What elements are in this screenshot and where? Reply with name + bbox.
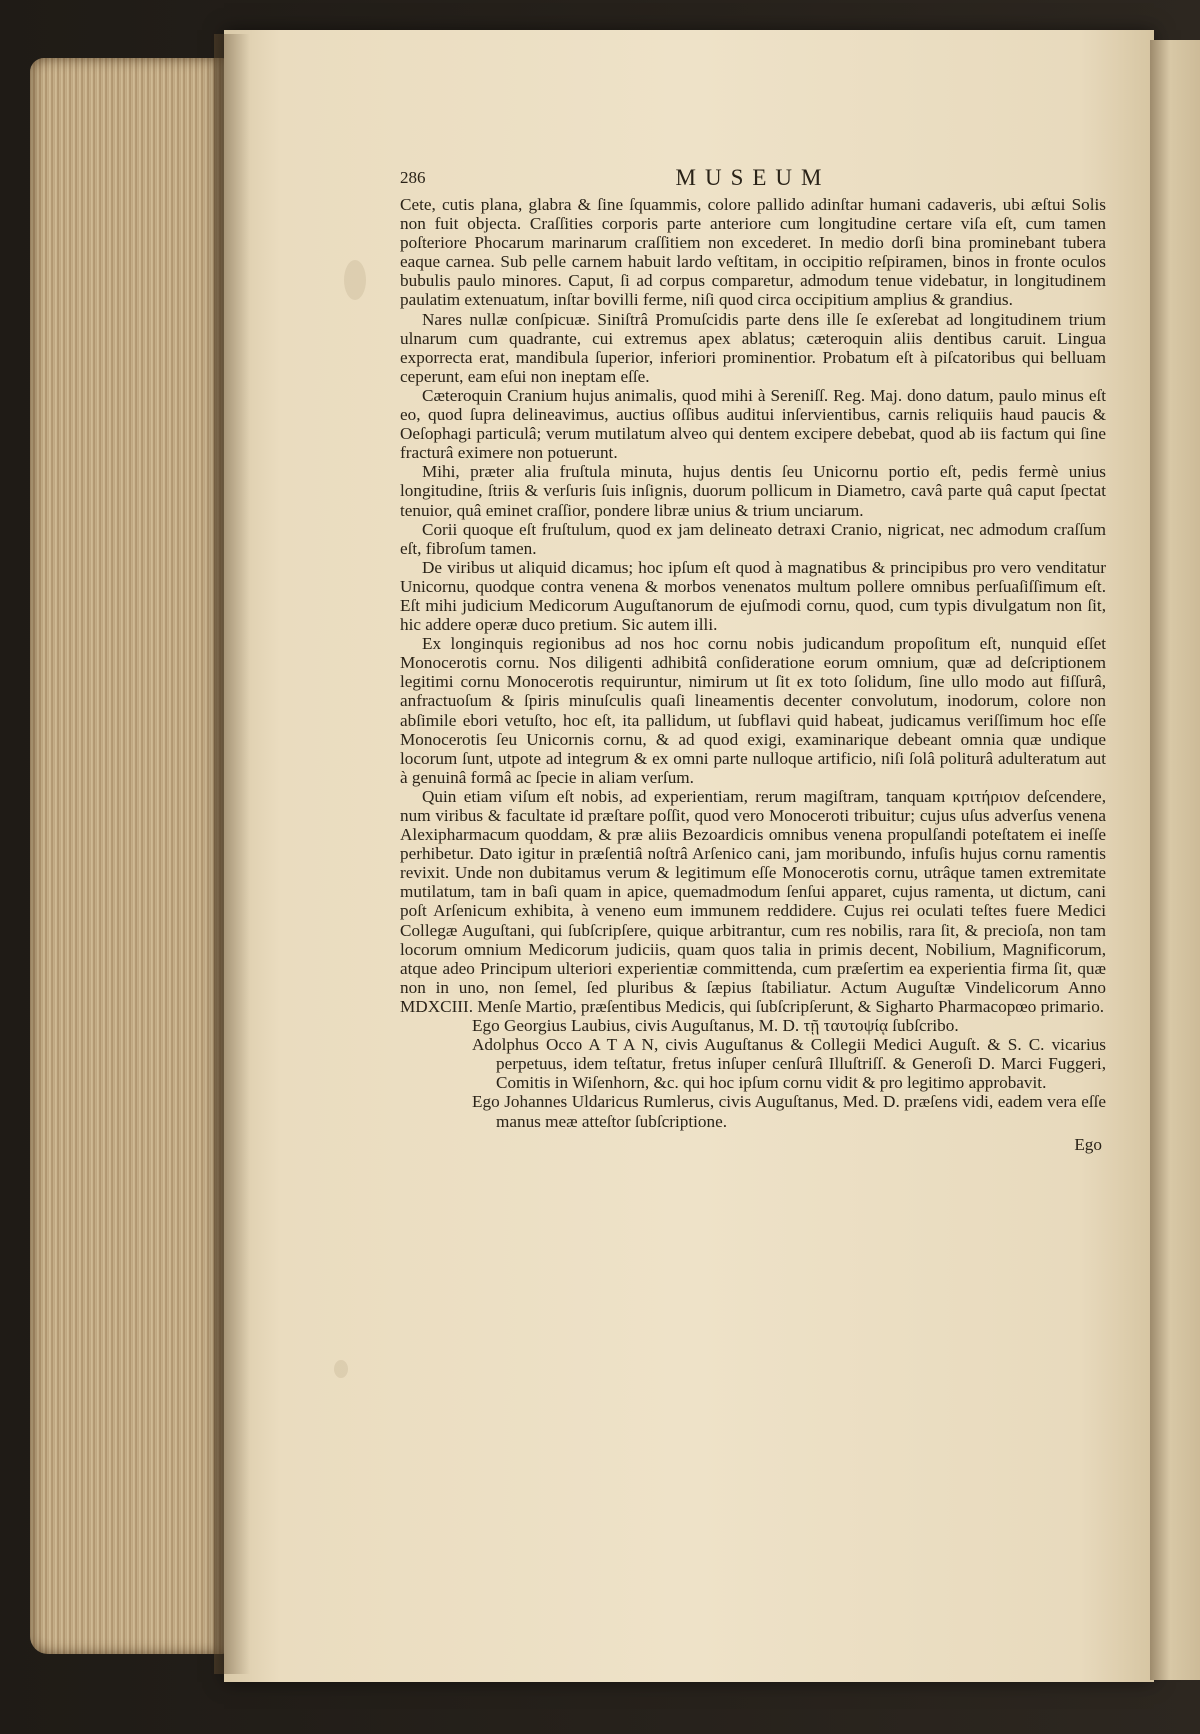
book-page-edges (30, 58, 226, 1654)
page-header (400, 165, 1106, 192)
running-title: MUSEUM (675, 165, 831, 190)
signature: Adolphus Occo A T A N, civis Auguſtanus & Collegii Medici Auguſt. & S. C. vicarius perpetuus, idem teſtatur, fretus inſuper cenſurâ Illuſtriſſ. & Generoſi D. Marci Fuggeri, Comitis in Wiſenhorn, &c. qui hoc ipſum cornu vidit & pro legitimo approbavit. (472, 1035, 1106, 1093)
page-stain (344, 260, 366, 300)
paragraph: Mihi, præter alia fruſtula minuta, hujus dentis ſeu Unicornu portio eſt, pedis fermè unius longitudine, ſtriis & verſuris ſuis inſignis, duorum pollicum in Diametro, cavâ parte quâ caput ſpectat tenuior, quâ eminet craſſior, pondere libræ unius & trium unciarum. (400, 462, 1106, 520)
paragraph: Quin etiam viſum eſt nobis, ad experientiam, rerum magiſtram, tanquam κριτήριον deſcendere, num viribus & facultate id præſtare poſſit, quod vero Monoceroti tribuitur; cujus uſus adverſus venena Alexipharmacum quoddam, & præ aliis Bezoardicis omnibus venena propulſandi poteſtatem ei ineſſe perhibetur. Dato igitur in præſentiâ noſtrâ Arſenico cani, jam moribundo, infuſis hujus cornu ramentis revixit. Unde non dubitamus verum & legitimum eſſe Monocerotis cornu, utrâque tamen extremitate mutilatum, tam in baſi quam in apice, quemadmodum ſenſui apparet, cujus ramenta, ut dictum, cani poſt Arſenicum exhibita, à veneno eum immunem reddidere. Cujus rei oculati teſtes fuere Medici Collegæ Auguſtani, qui ſubſcripſere, quique arbitrantur, cum res nobilis, rara ſit, & precioſa, non tam locorum omnium Medicorum judiciis, quam quos talia in primis decent, Nobilium, Magnificorum, atque adeo Principum ulteriori experientiæ committenda, cum præſertim ea experientia firma ſit, quæ non in uno, non ſemel, ſed pluribus & ſæpius ſtabiliatur. Actum Auguſtæ Vindelicorum Anno MDXCIII. Menſe Martio, præſentibus Medicis, qui ſubſcripſerunt, & Sigharto Pharmacopœo primario. (400, 786, 1106, 1016)
facing-page-edge (1150, 40, 1200, 1680)
paragraph: Cæteroquin Cranium hujus animalis, quod mihi à Sereniſſ. Reg. Maj. dono datum, paulo minus eſt eo, quod ſupra delineavimus, auctius oſſibus auditui inſervientibus, carnis reliquiis haud paucis & Oeſophagi particulâ; verum mutilatum alveo qui dentem excipere debebat, quod ab iis factum qui ſine fracturâ eximere non potuerunt. (400, 385, 1106, 463)
paragraph: De viribus ut aliquid dicamus; hoc ipſum eſt quod à magnatibus & principibus pro vero venditatur Unicornu, quodque contra venena & morbos venenatos multum pollere omnibus perſuaſiſſimum eſt. Eſt mihi judicium Medicorum Auguſtanorum de ejuſmodi cornu, quod, cum typis divulgatum non ſit, hic addere operæ duco pretium. Sic autem illi. (400, 557, 1106, 635)
page-number: 286 (400, 168, 426, 187)
paragraph: Ex longinquis regionibus ad nos hoc cornu nobis judicandum propoſitum eſt, nunquid eſſet Monocerotis cornu. Nos diligenti adhibitâ conſideratione eorum omnium, quæ ad deſcriptionem legitimi cornu Monocerotis requiruntur, nimirum ut ſit ex toto ſolidum, ſine ullo modo aut fiſſurâ, anfractuoſum & ſpiris minuſculis quaſi lineamentis decenter convolutum, inodorum, colore non abſimile ebori vetuſto, hoc eſt, ita pallidum, ut ſubflavi quid habeat, judicamus veriſſimum hoc eſſe Monocerotis ſeu Unicornis cornu, & ad quod exigi, examinarique debeant omnia quæ undique locorum ſunt, utpote ad integrum & ex omni parte nulloque artificio, niſi ſolâ politurâ adulteratum aut à genuinâ formâ ac ſpecie in aliam verſum. (400, 634, 1106, 787)
paragraph: Nares nullæ conſpicuæ. Siniſtrâ Promuſcidis parte dens ille ſe exſerebat ad longitudinem trium ulnarum cum quadrante, cui extremus apex ablatus; cæteroquin aliis dentibus caruit. Lingua exporrecta erat, mandibula ſuperior, inferiori prominentior. Probatum eſt à piſcatoribus qui belluam ceperunt, eam eſui non ineptam eſſe. (400, 309, 1106, 386)
page-text (400, 165, 1106, 1488)
signature: Ego Johannes Uldaricus Rumlerus, civis Auguſtanus, Med. D. præſens vidi, eadem vera eſſe manus meæ atteſtor ſubſcriptione. (472, 1092, 1106, 1131)
signature: Ego Georgius Laubius, civis Auguſtanus, M. D. τῇ ταυτοψίᾳ ſubſcribo. (472, 1016, 959, 1036)
catchword: Ego (1074, 1134, 1102, 1154)
page-stain (334, 1360, 348, 1378)
paragraph: Corii quoque eſt fruſtulum, quod ex jam delineato detraxi Cranio, nigricat, nec admodum craſſum eſt, fibroſum tamen. (400, 519, 1106, 558)
spine-shadow (214, 34, 250, 1674)
paragraph: Cete, cutis plana, glabra & ſine ſquammis, colore pallido adinſtar humani cadaveris, ubi æſtui Solis non fuit objecta. Craſſities corporis parte anteriore cum longitudine certare viſa eſt, cum tamen poſteriore Phocarum marinarum craſſitiem non excederet. In medio dorſi bina prominebant tubera eaque carnea. Sub pelle carnem habuit lardo veſtitam, in occipitio reſpiramen, binos in fronte oculos bubulis paulo minores. Caput, ſi ad corpus comparetur, admodum tenue videbatur, in longitudinem paulatim extenuatum, inſtar bovilli ferme, niſi quod circa occipitium amplius & grandius. (400, 195, 1106, 310)
